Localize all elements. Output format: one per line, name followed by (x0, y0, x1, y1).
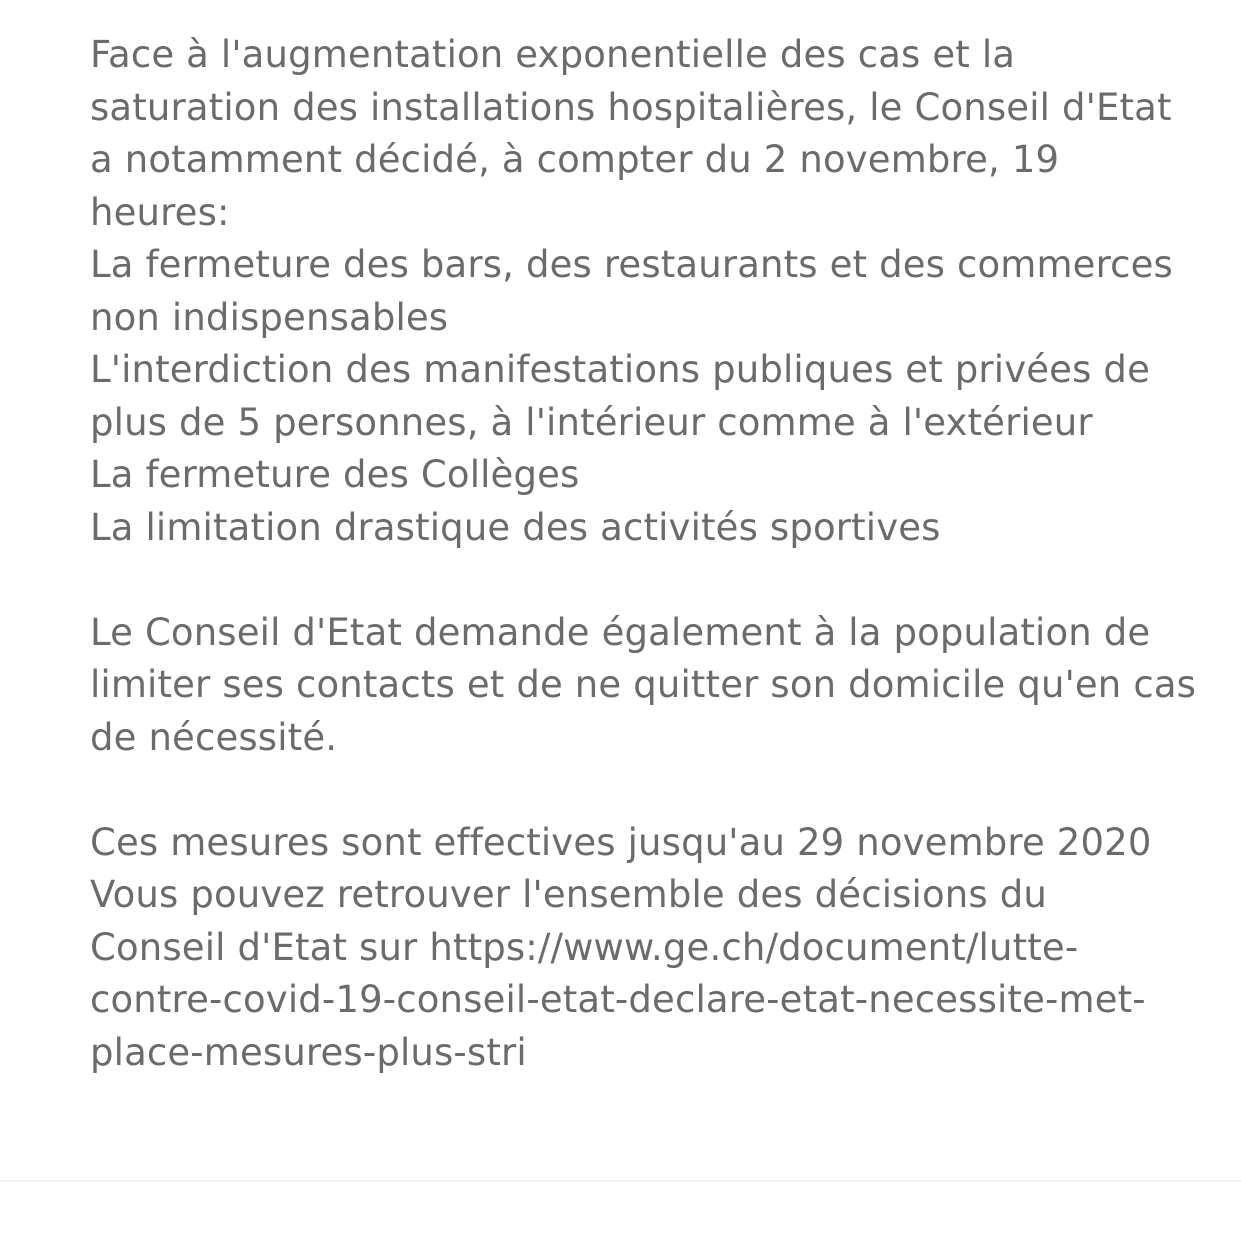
text-line: plus de 5 personnes, à l'intérieur comme à l'extérieur (90, 400, 1093, 444)
paragraph-spacer (90, 554, 1210, 607)
text-line: de nécessité. (90, 715, 338, 759)
population-request-paragraph (90, 607, 1210, 765)
measure-item (90, 239, 1210, 344)
measure-item (90, 449, 1210, 502)
measure-item (90, 502, 1210, 555)
text-line: contre-covid-19-conseil-etat-declare-etat-necessite-met- (90, 978, 1146, 1021)
effective-dates-paragraph (90, 817, 1210, 1080)
document-body (90, 29, 1210, 1079)
text-line: saturation des installations hospitalières, le Conseil d'Etat (90, 85, 1172, 129)
text-line: non indispensables (90, 295, 449, 339)
text-line: Ces mesures sont effectives jusqu'au 29 novembre 2020 (90, 820, 1152, 864)
text-line: Vous pouvez retrouver l'ensemble des décisions du (90, 873, 1047, 916)
text-line: La limitation drastique des activités sportives (90, 505, 941, 549)
measures-list (90, 239, 1210, 554)
text-line: La fermeture des bars, des restaurants et des commerces (90, 243, 1173, 286)
paragraph-spacer (90, 764, 1210, 817)
text-line: place-mesures-plus-stri (90, 1030, 527, 1074)
intro-paragraph (90, 29, 1210, 239)
text-line: Face à l'augmentation exponentielle des cas et la (90, 33, 1016, 76)
text-line: heures: (90, 190, 230, 234)
text-line: a notamment décidé, à compter du 2 novembre, 19 (90, 138, 1060, 181)
measure-item (90, 344, 1210, 449)
text-line: L'interdiction des manifestations publiques et privées de (90, 348, 1150, 391)
bottom-area (0, 1182, 1241, 1241)
text-line: Le Conseil d'Etat demande également à la population de (90, 610, 1151, 654)
text-line: Conseil d'Etat sur https://www.ge.ch/document/lutte- (90, 925, 1079, 969)
text-line: limiter ses contacts et de ne quitter son domicile qu'en cas (90, 663, 1197, 706)
text-line: La fermeture des Collèges (90, 453, 580, 496)
